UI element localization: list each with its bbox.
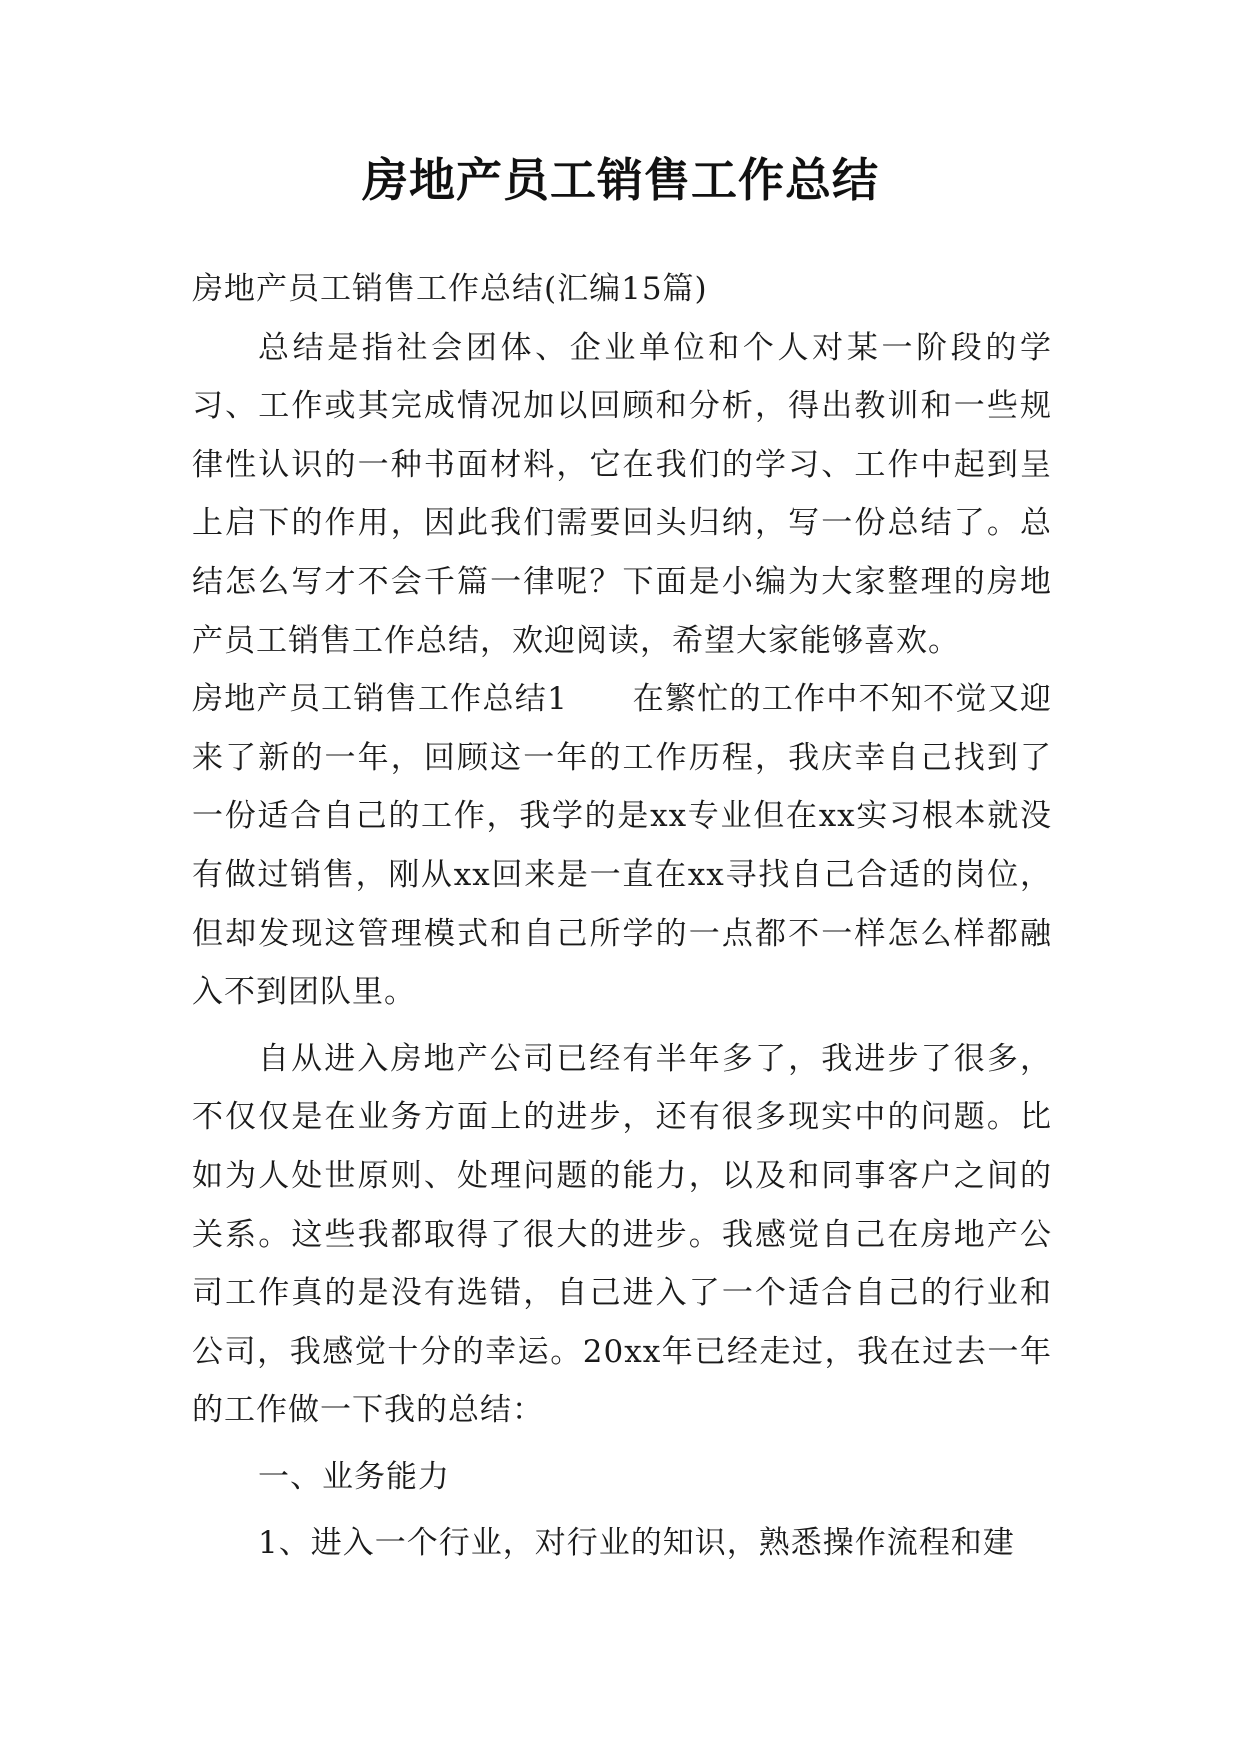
section-1-paragraph: 房地产员工销售工作总结1 在繁忙的工作中不知不觉又迎来了新的一年，回顾这一年的工作历程，我庆幸自己找到了一份适合自己的工作，我学的是xx专业但在xx实习根本就没有做过销售，刚从xx回来是一直在xx寻找自己合适的岗位，但却发现这管理模式和自己所学的一点都不一样怎么样都融入不到团队里。 <box>192 681 1052 1011</box>
intro-paragraph: 总结是指社会团体、企业单位和个人对某一阶段的学习、工作或其完成情况加以回顾和分析，得出教训和一些规律性认识的一种书面材料，它在我们的学习、工作中起到呈上启下的作用，因此我们需要回头归纳，写一份总结了。总结怎么写才不会千篇一律呢？下面是小编为大家整理的房地产员工销售工作总结，欢迎阅读，希望大家能够喜欢。 <box>192 329 1052 659</box>
section-heading: 一、业务能力 <box>258 1458 450 1495</box>
list-item: 1、进入一个行业，对行业的知识，熟悉操作流程和建 <box>258 1525 1015 1562</box>
body-paragraph: 自从进入房地产公司已经有半年多了，我进步了很多，不仅仅是在业务方面上的进步，还有很多现实中的问题。比如为人处世原则、处理问题的能力，以及和同事客户之间的关系。这些我都取得了很大的进步。我感觉自己在房地产公司工作真的是没有选错，自己进入了一个适合自己的行业和公司，我感觉十分的幸运。20xx年已经走过，我在过去一年的工作做一下我的总结： <box>192 1040 1052 1429</box>
document-title: 房地产员工销售工作总结 <box>362 153 879 207</box>
document-subtitle: 房地产员工销售工作总结(汇编15篇) <box>192 271 708 307</box>
document-body <box>192 260 1052 1573</box>
